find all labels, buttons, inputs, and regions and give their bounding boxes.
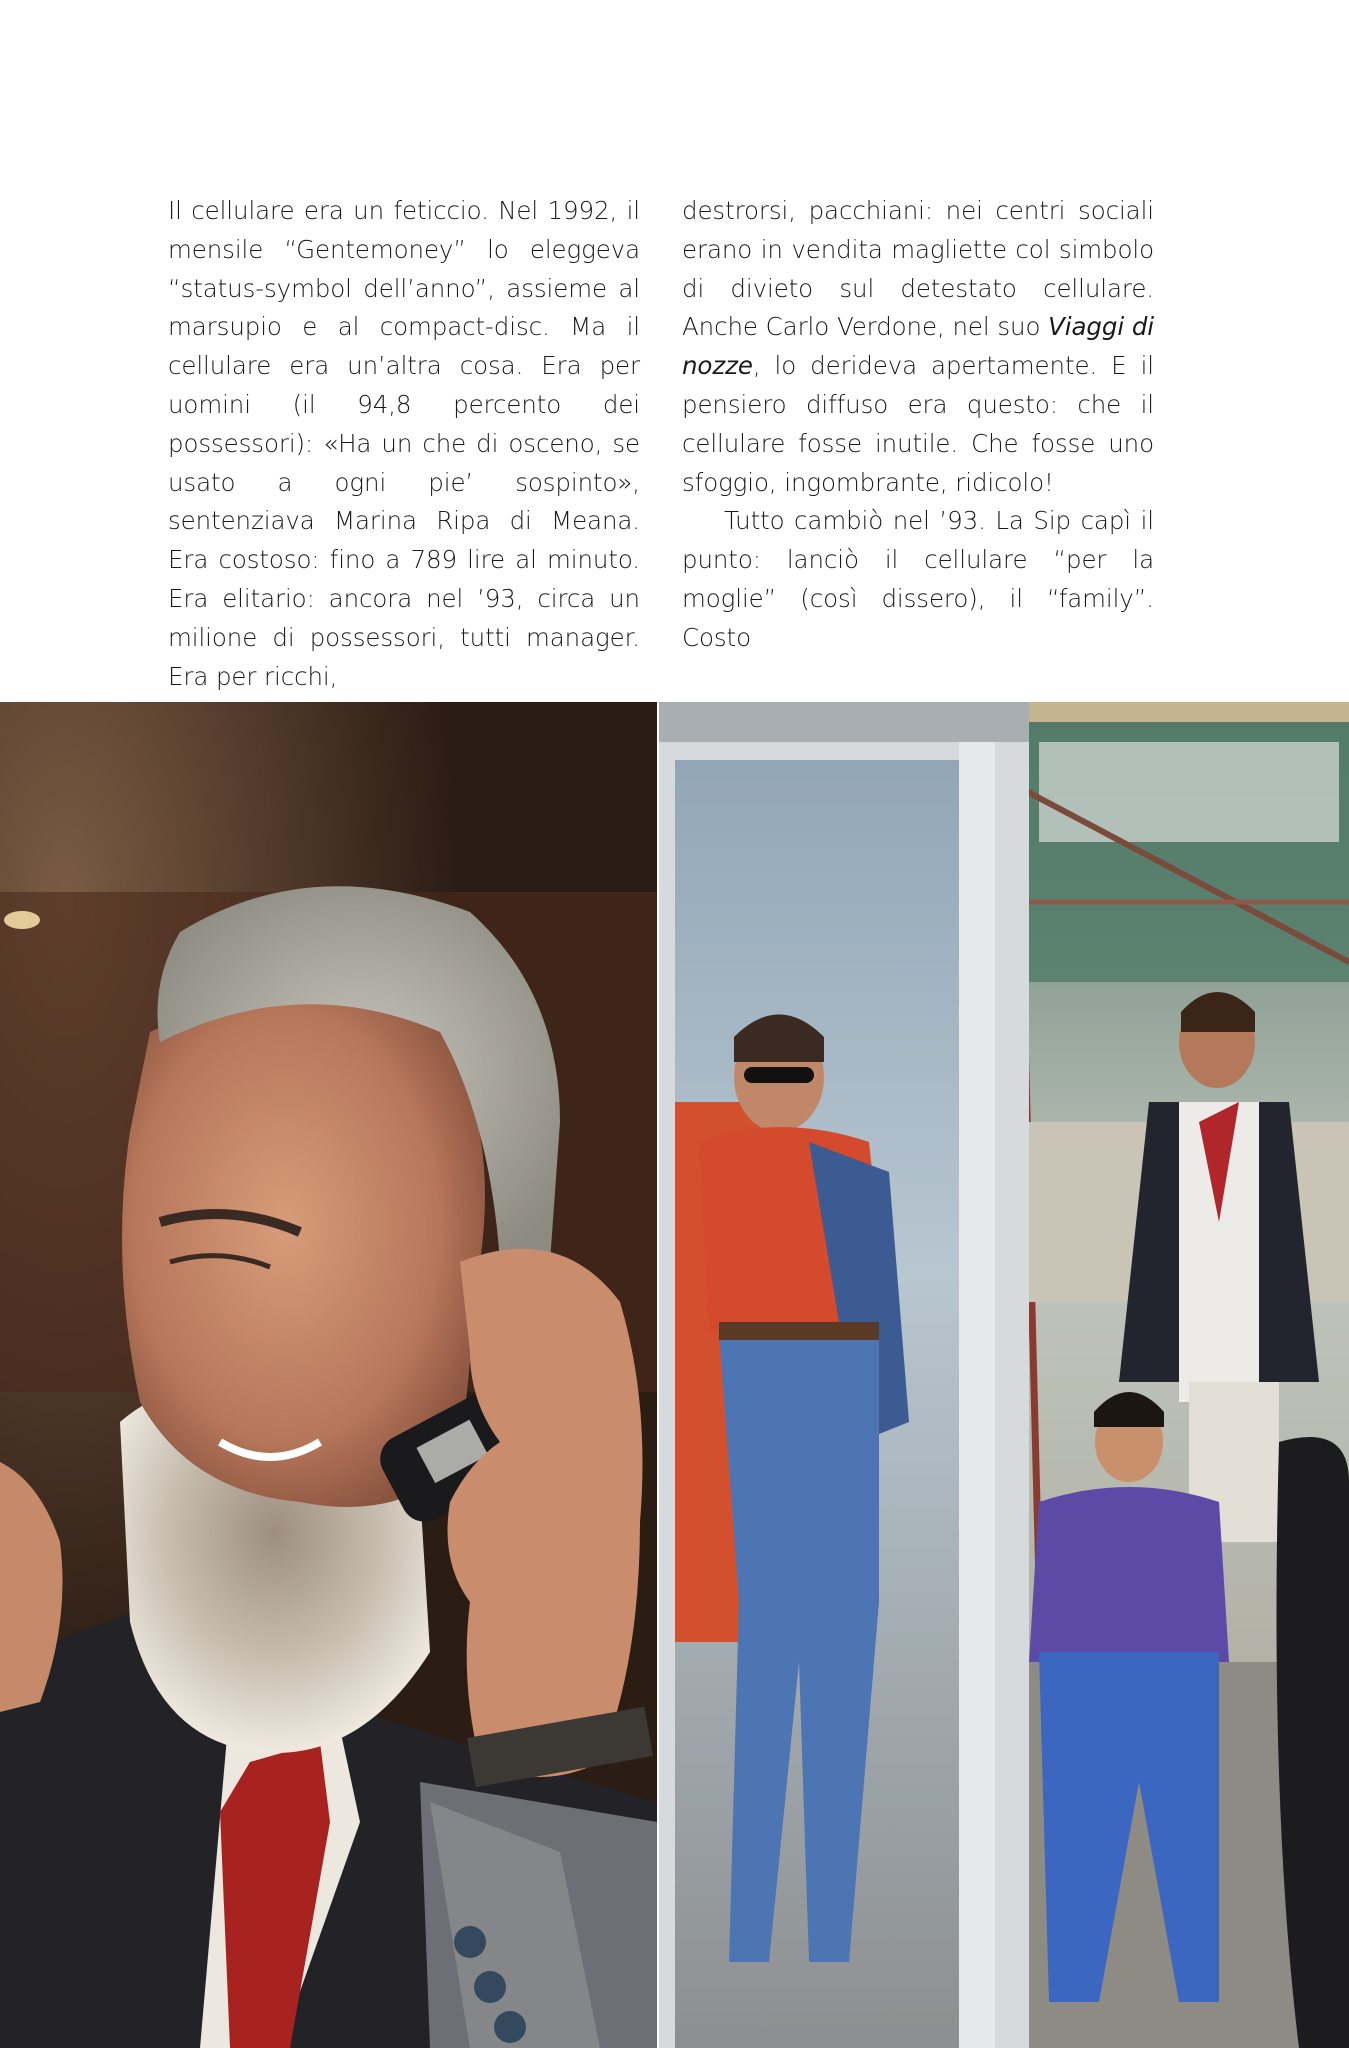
left-column	[168, 192, 640, 696]
right-column	[682, 192, 1154, 658]
article-text	[168, 192, 1175, 691]
right-paragraph-1-start: destrorsi, pacchiani: nei centri sociali erano in vendita magliette col simbolo di divieto sul detestato cellulare. Anche Carlo Verdone, nel suo	[682, 196, 1154, 342]
photo-man-on-phone-illustration	[0, 702, 657, 2048]
right-paragraph-1	[682, 192, 1154, 502]
photo-street-phone-booth-illustration	[659, 702, 1349, 2048]
left-paragraph: Il cellulare era un feticcio. Nel 1992, il mensile “Gentemoney” lo eleggeva “status-symbol dell’anno”, assieme al marsupio e al compact-disc. Ma il cellulare era un’altra cosa. Era per uomini (il 94,8 percento dei possessori): «Ha un che di osceno, se usato a ogni pie’ sospinto», sentenziava Marina Ripa di Meana. Era costoso: fino a 789 lire al minuto. Era elitario: ancora nel ’93, circa un milione di possessori, tutti manager. Era per ricchi,	[168, 196, 640, 691]
film-title: Viaggi di nozze	[682, 312, 1154, 381]
right-paragraph-1-end: , lo derideva apertamente. E il pensiero diffuso era questo: che il cellulare fosse inutile. Che fosse uno sfoggio, ingombrante, ridicolo!	[682, 351, 1154, 497]
photo-man-on-phone	[0, 702, 657, 2048]
right-paragraph-2: Tutto cambiò nel ’93. La Sip capì il punto: lanciò il cellulare “per la moglie” (così dissero), il “family”. Costo	[682, 506, 1154, 652]
photo-street-phone-booth	[659, 702, 1349, 2048]
